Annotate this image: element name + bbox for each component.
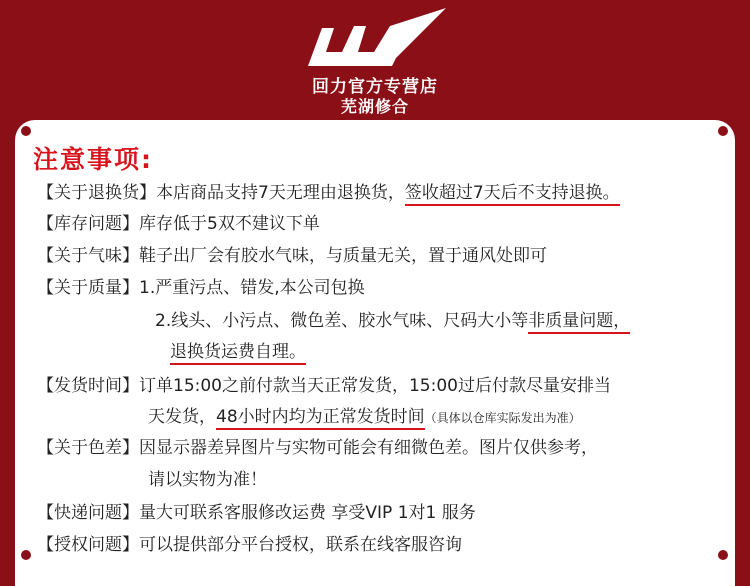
notice-row-quality-line2 (155, 306, 630, 331)
row-underlined-text: 退换货运费自理。 (170, 342, 306, 365)
corner-dot (21, 550, 31, 560)
corner-dot (21, 126, 31, 136)
brand-logo-icon (300, 8, 450, 70)
notice-row-color-line2 (148, 465, 267, 490)
row-tag: 【库存问题】 (37, 214, 139, 234)
row-text: 请以实物为准！ (148, 470, 267, 490)
notice-row-express (37, 498, 476, 523)
store-name: 回力官方专营店 (312, 77, 438, 97)
row-text: 2.线头、小污点、微色差、胶水气味、尺码大小等 (155, 311, 529, 331)
notice-row-shipping-line2 (148, 402, 581, 427)
notice-title: 注意事项: (33, 145, 153, 174)
store-header (0, 0, 750, 120)
row-text: 量大可联系客服修改运费 享受VIP 1对1 服务 (139, 503, 476, 523)
corner-dot (718, 126, 728, 136)
row-text: 本店商品支持7天无理由退换货， (156, 183, 405, 203)
row-text: 库存低于5双不建议下单 (139, 214, 320, 234)
row-tag: 【关于色差】 (37, 438, 139, 458)
row-tag: 【关于退换货】 (37, 183, 156, 203)
row-tag: 【授权问题】 (37, 535, 139, 555)
row-text: 可以提供部分平台授权，联系在线客服咨询 (139, 535, 462, 555)
notice-row-returns (37, 178, 620, 203)
corner-dot (718, 550, 728, 560)
store-subname: 芜湖修合 (340, 97, 409, 116)
row-note: （具体以仓库实际发出为准） (424, 411, 581, 425)
row-text: 订单15:00之前付款当天正常发货，15:00过后付款尽量安排当 (139, 376, 611, 396)
notice-row-shipping (37, 371, 611, 396)
row-text: 因显示器差异图片与实物可能会有细微色差。图片仅供参考， (139, 438, 598, 458)
notice-row-smell (37, 241, 547, 266)
row-tag: 【关于质量】 (37, 278, 139, 298)
notice-row-quality (37, 273, 365, 298)
notice-row-color (37, 433, 598, 458)
row-text: 天发货， (148, 407, 216, 427)
row-underlined-text: 签收超过7天后不支持退换。 (405, 183, 620, 206)
notice-row-quality-line3 (170, 337, 306, 362)
notice-card (15, 120, 735, 586)
notice-row-authorization (37, 530, 462, 555)
row-tag: 【关于气味】 (37, 246, 139, 266)
row-text: 1.严重污点、错发,本公司包换 (139, 278, 365, 298)
row-underlined-text: 非质量问题， (528, 311, 630, 334)
notice-row-stock (37, 209, 320, 234)
row-tag: 【发货时间】 (37, 376, 139, 396)
row-tag: 【快递问题】 (37, 503, 139, 523)
row-underlined-text: 48小时内均为正常发货时间 (216, 407, 425, 430)
row-text: 鞋子出厂会有胶水气味，与质量无关，置于通风处即可 (139, 246, 547, 266)
